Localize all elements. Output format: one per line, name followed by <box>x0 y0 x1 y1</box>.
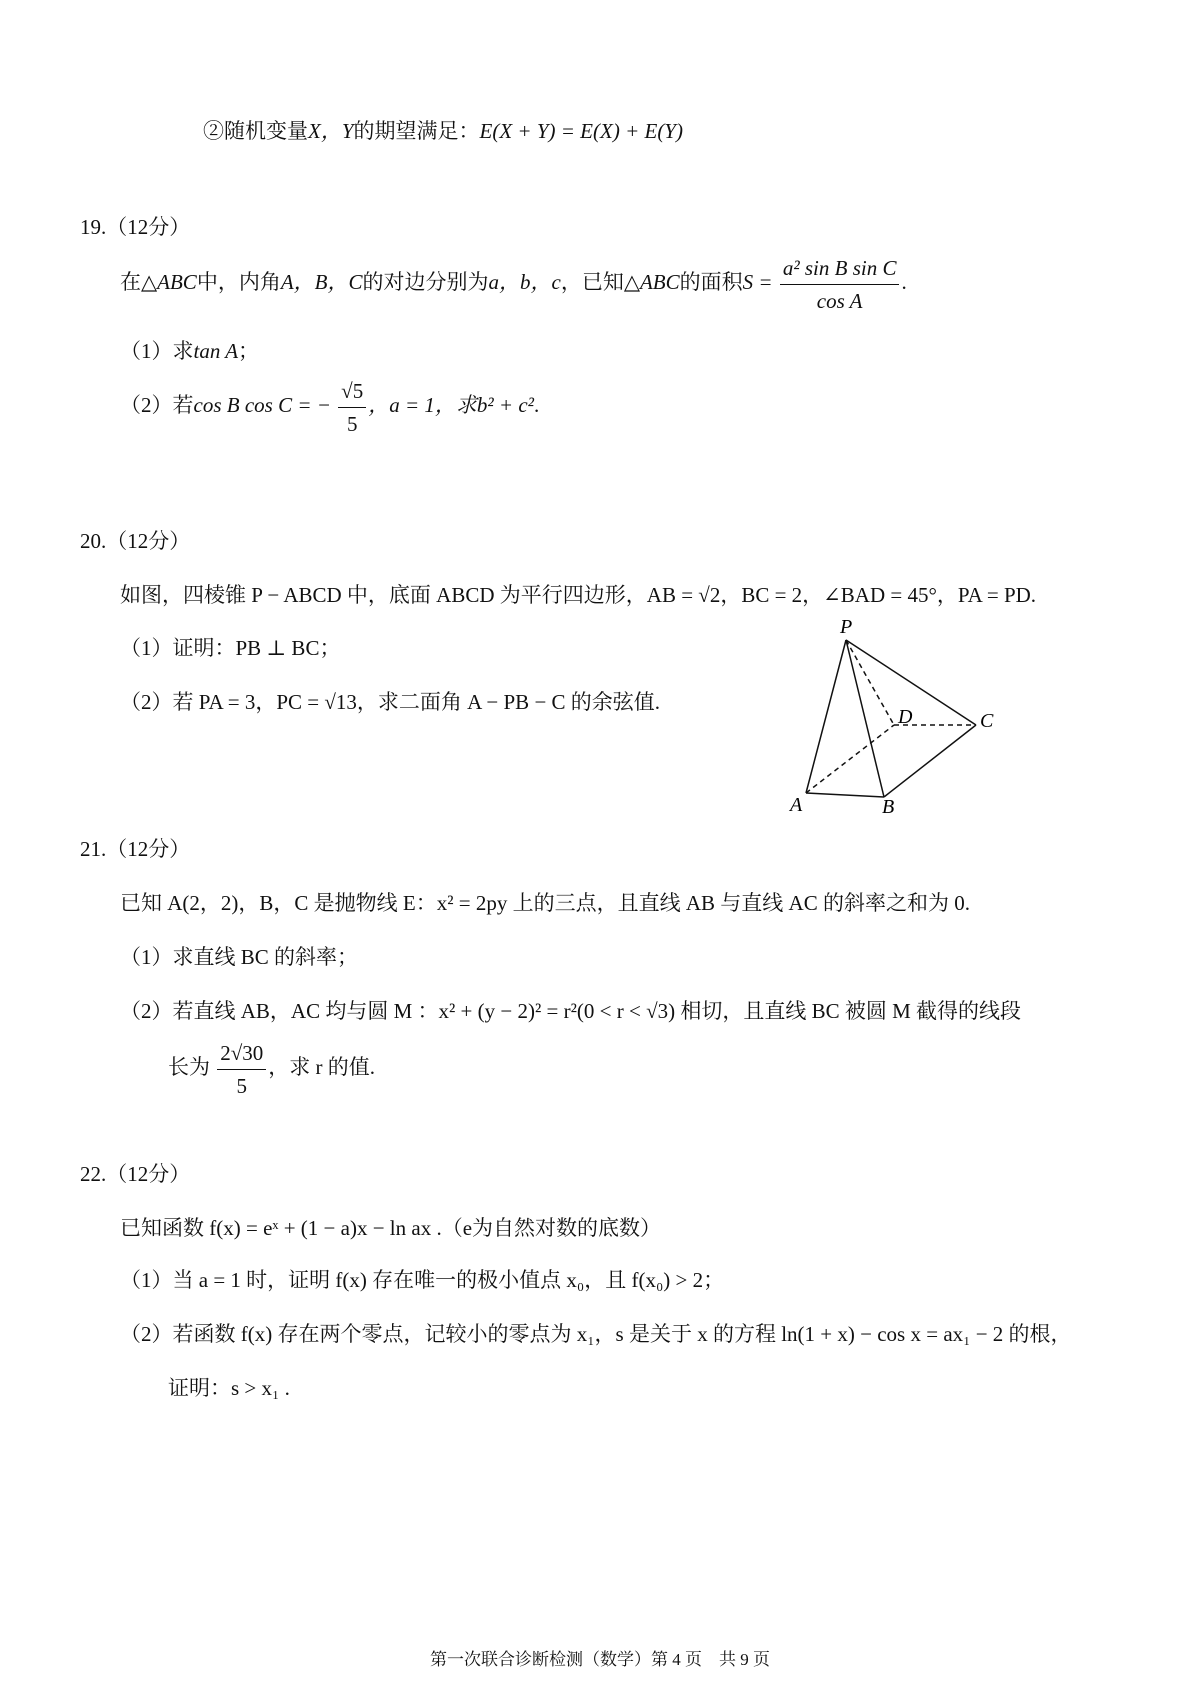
q21-part1: （1）求直线 BC 的斜率； <box>120 945 359 969</box>
q20-part2: （2）若 PA = 3，PC = √13，求二面角 A − PB − C 的余弦值. <box>120 690 661 714</box>
q19-p2-numerator: √5 <box>338 378 366 408</box>
q21-p2-line2-b: ，求 r 的值. <box>268 1055 376 1079</box>
q22-header: 22.（12分） <box>80 1162 191 1186</box>
pyramid-figure <box>780 615 1020 815</box>
q19-p1-expr: tan A <box>193 339 239 363</box>
q19-stem <box>120 252 907 314</box>
vertex-label-d: D <box>898 706 913 728</box>
vertex-label-b: B <box>882 796 895 815</box>
vertex-label-p: P <box>840 616 853 638</box>
q19-p1-label: （1）求 <box>120 339 194 363</box>
q18-tail-text: ②随机变量 <box>203 119 308 143</box>
q22-stem: 已知函数 f(x) = eˣ + (1 − a)x − ln ax .（e为自然对数的底数） <box>120 1216 662 1240</box>
q21-part2-line1: （2）若直线 AB，AC 均与圆 M ：x² + (y − 2)² = r²(0 < r < √3) 相切，且直线 BC 被圆 M 截得的线段 <box>120 999 1022 1023</box>
q20-part1: （1）证明：PB ⊥ BC； <box>120 636 341 660</box>
q21-p2-fraction <box>217 1040 266 1099</box>
q19-p2-target: b² + c² <box>476 393 534 417</box>
q19-p2-denominator: 5 <box>346 411 358 436</box>
q19-p2-fraction <box>338 378 366 437</box>
q19-area-numerator: a² sin B sin C <box>780 255 900 285</box>
q22-part1: （1）当 a = 1 时，证明 f(x) 存在唯一的极小值点 x₀，且 f(x₀) > 2； <box>120 1268 725 1292</box>
q21-header: 21.（12分） <box>80 837 191 861</box>
q19-area-symbol: S = <box>742 270 773 294</box>
q18-tail-line <box>203 117 683 145</box>
page-footer: 第一次联合诊断检测（数学）第 4 页 共 9 页 <box>430 1650 770 1669</box>
q19-stem-abc2: ABC <box>639 270 680 294</box>
q22-part2-line2: 证明：s > x₁ . <box>168 1376 290 1400</box>
q21-p2-numerator: 2√30 <box>217 1040 266 1070</box>
q19-stem-c: 的对边分别为 <box>362 270 489 294</box>
q19-stem-angles: A，B，C <box>280 270 363 294</box>
q19-stem-abc: ABC <box>157 270 197 294</box>
q19-p2-end: . <box>533 393 540 417</box>
q20-header: 20.（12分） <box>80 529 191 553</box>
q19-stem-d: ，已知△ <box>560 270 640 294</box>
q19-p2-expr: cos B cos C = − <box>193 393 331 417</box>
q19-part1 <box>120 337 259 365</box>
q21-p2-denominator: 5 <box>236 1073 248 1098</box>
q21-stem: 已知 A(2，2)，B，C 是抛物线 E：x² = 2py 上的三点，且直线 AB 与直线 AC 的斜率之和为 0. <box>120 891 970 915</box>
q18-tail-mid: 的期望满足： <box>353 119 480 143</box>
q19-stem-end: . <box>901 270 907 294</box>
q19-area-denominator: cos A <box>816 288 863 313</box>
q19-stem-b: 中，内角 <box>196 270 281 294</box>
q19-area-fraction <box>780 255 900 314</box>
q19-part2 <box>120 375 539 437</box>
vertex-label-a: A <box>790 794 803 815</box>
q21-part2-line2 <box>168 1037 375 1099</box>
q20-stem: 如图，四棱锥 P − ABCD 中，底面 ABCD 为平行四边形，AB = √2，BC = 2，∠BAD = 45°，PA = PD. <box>120 583 1037 607</box>
q19-p2-cond: ，a = 1，求 <box>368 393 477 417</box>
q18-tail-formula: E(X + Y) = E(X) + E(Y) <box>479 119 683 143</box>
q18-tail-vars: X，Y <box>308 119 354 143</box>
vertex-label-c: C <box>980 710 994 732</box>
q21-p2-line2-a: 长为 <box>168 1055 210 1079</box>
q19-p1-end: ； <box>238 339 260 363</box>
q19-p2-label: （2）若 <box>120 393 194 417</box>
q19-stem-a: 在△ <box>120 270 158 294</box>
q19-stem-e: 的面积 <box>679 270 743 294</box>
q19-stem-sides: a，b，c <box>488 270 561 294</box>
q22-part2-line1: （2）若函数 f(x) 存在两个零点，记较小的零点为 x₁，s 是关于 x 的方程 ln(1 + x) − cos x = ax₁ − 2 的根， <box>120 1322 1072 1346</box>
q19-header: 19.（12分） <box>80 215 191 239</box>
